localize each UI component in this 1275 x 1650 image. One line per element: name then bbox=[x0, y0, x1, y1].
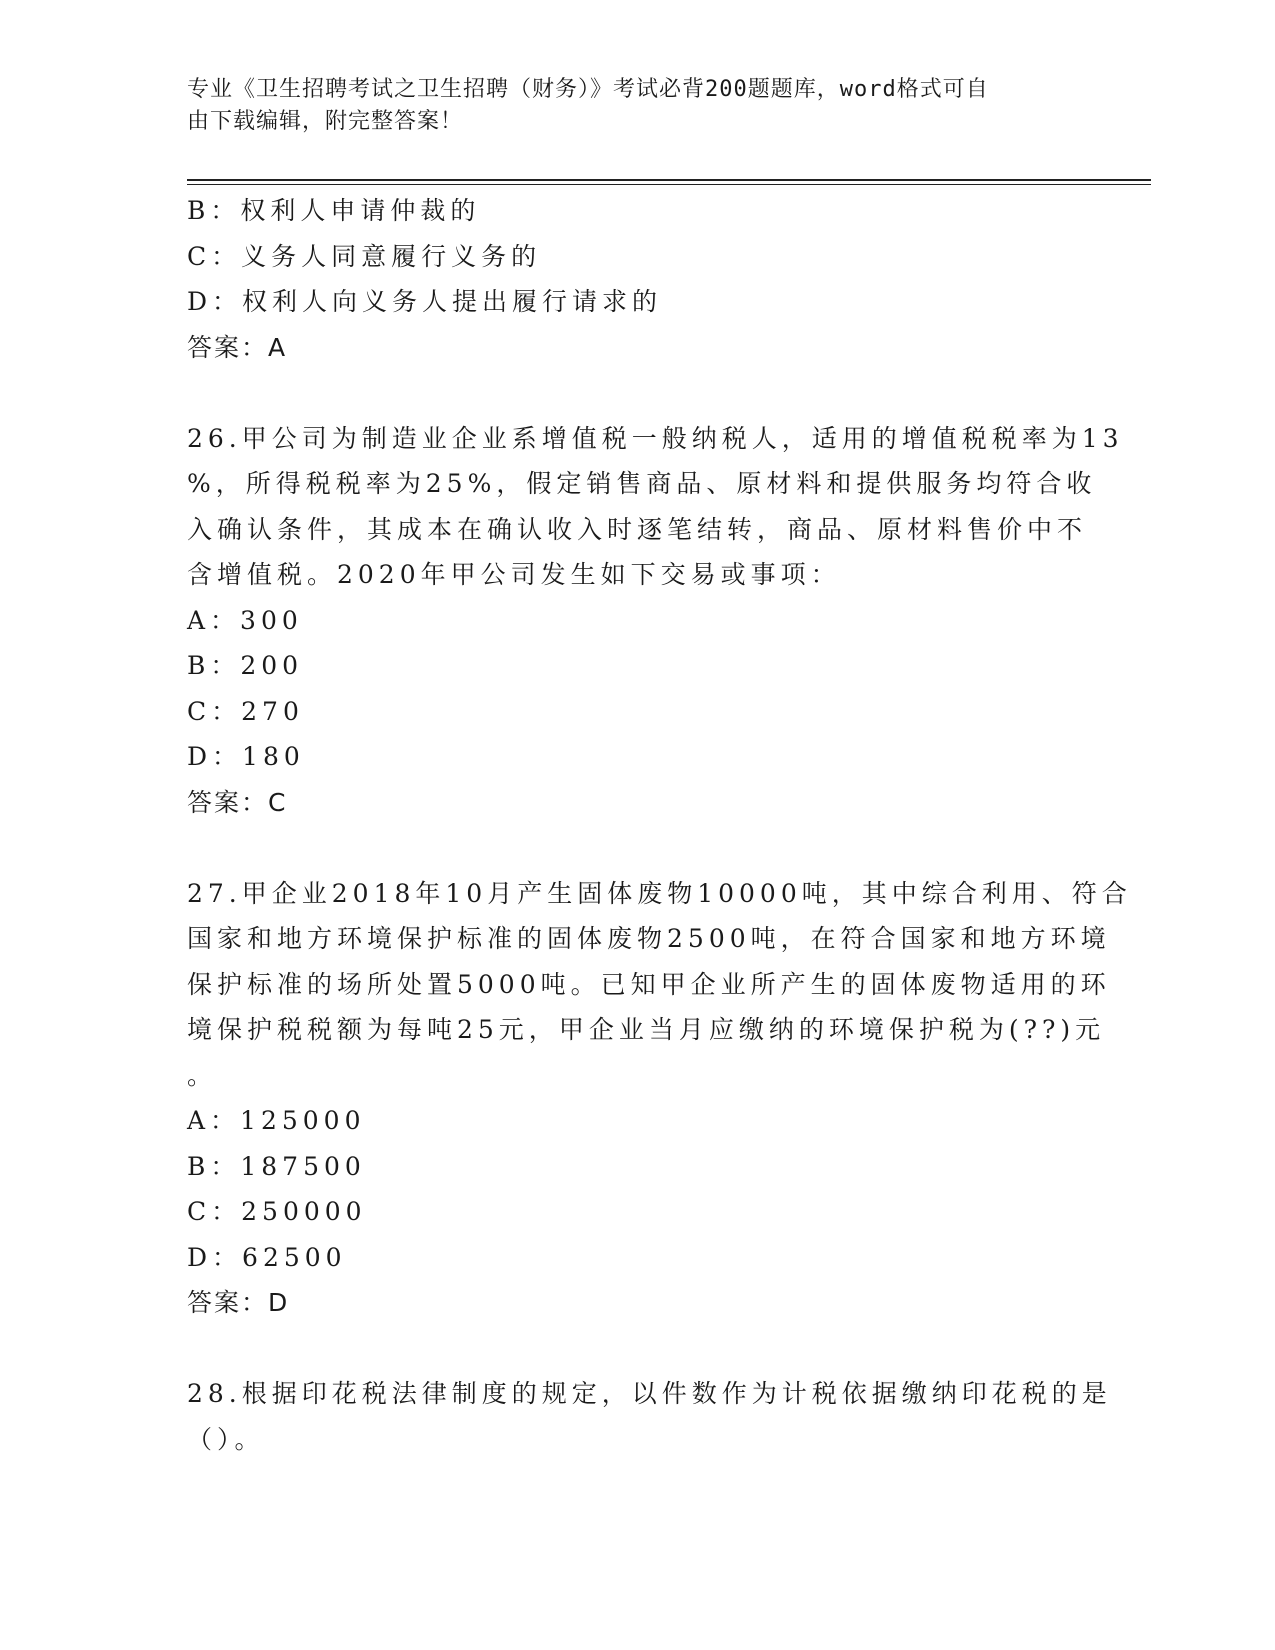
question-26 bbox=[187, 416, 1124, 826]
question-text-line: 保护标准的场所处置5000吨。已知甲企业所产生的固体废物适用的环 bbox=[187, 969, 1111, 999]
option-c: C：250000 bbox=[187, 1197, 367, 1226]
document-header bbox=[187, 74, 1087, 138]
option-d: D：180 bbox=[187, 742, 305, 771]
question-text-line: 入确认条件，其成本在确认收入时逐笔结转，商品、原材料售价中不 bbox=[187, 514, 1088, 544]
document-body bbox=[187, 188, 1132, 1462]
question-text-line: （）。 bbox=[187, 1424, 265, 1454]
question-text-line: 境保护税税额为每吨25元，甲企业当月应缴纳的环境保护税为(??)元 bbox=[187, 1015, 1106, 1044]
header-line-2: 由下载编辑，附完整答案！ bbox=[187, 109, 464, 134]
option-d: D：权利人向义务人提出履行请求的 bbox=[187, 287, 663, 316]
option-a: A：300 bbox=[187, 605, 303, 635]
spacer bbox=[187, 370, 1087, 416]
answer: 答案：A bbox=[187, 332, 288, 362]
spacer bbox=[187, 825, 1087, 871]
answer: 答案：C bbox=[187, 787, 288, 817]
question-text-line: 。 bbox=[187, 1060, 218, 1090]
question-text-line: 国家和地方环境保护标准的固体废物2500吨，在符合国家和地方环境 bbox=[187, 924, 1111, 953]
header-line-1: 专业《卫生招聘考试之卫生招聘（财务）》考试必背200题题库，word格式可自 bbox=[187, 77, 989, 102]
option-a: A：125000 bbox=[187, 1106, 366, 1135]
question-text-line: %，所得税税率为25%，假定销售商品、原材料和提供服务均符合收 bbox=[187, 469, 1097, 498]
option-c: C：270 bbox=[187, 696, 304, 726]
prev-question bbox=[187, 188, 1087, 370]
question-text-line: 26.甲公司为制造业企业系增值税一般纳税人，适用的增值税税率为13 bbox=[187, 423, 1124, 453]
option-b: B：187500 bbox=[187, 1151, 366, 1181]
question-text-line: 28.根据印花税法律制度的规定，以件数作为计税依据缴纳印花税的是 bbox=[187, 1379, 1112, 1408]
answer: 答案：D bbox=[187, 1288, 290, 1317]
question-text-line: 27.甲企业2018年10月产生固体废物10000吨，其中综合利用、符合 bbox=[187, 878, 1132, 908]
option-d: D：62500 bbox=[187, 1242, 347, 1272]
question-text-line: 含增值税。2020年甲公司发生如下交易或事项： bbox=[187, 560, 841, 589]
option-c: C：义务人同意履行义务的 bbox=[187, 241, 542, 271]
question-27 bbox=[187, 871, 1132, 1326]
question-28 bbox=[187, 1371, 1112, 1462]
spacer bbox=[187, 1326, 1087, 1372]
header-rule-thin bbox=[187, 184, 1151, 185]
option-b: B：200 bbox=[187, 651, 304, 680]
option-b: B：权利人申请仲裁的 bbox=[187, 196, 481, 225]
header-rule-thick bbox=[187, 179, 1151, 181]
